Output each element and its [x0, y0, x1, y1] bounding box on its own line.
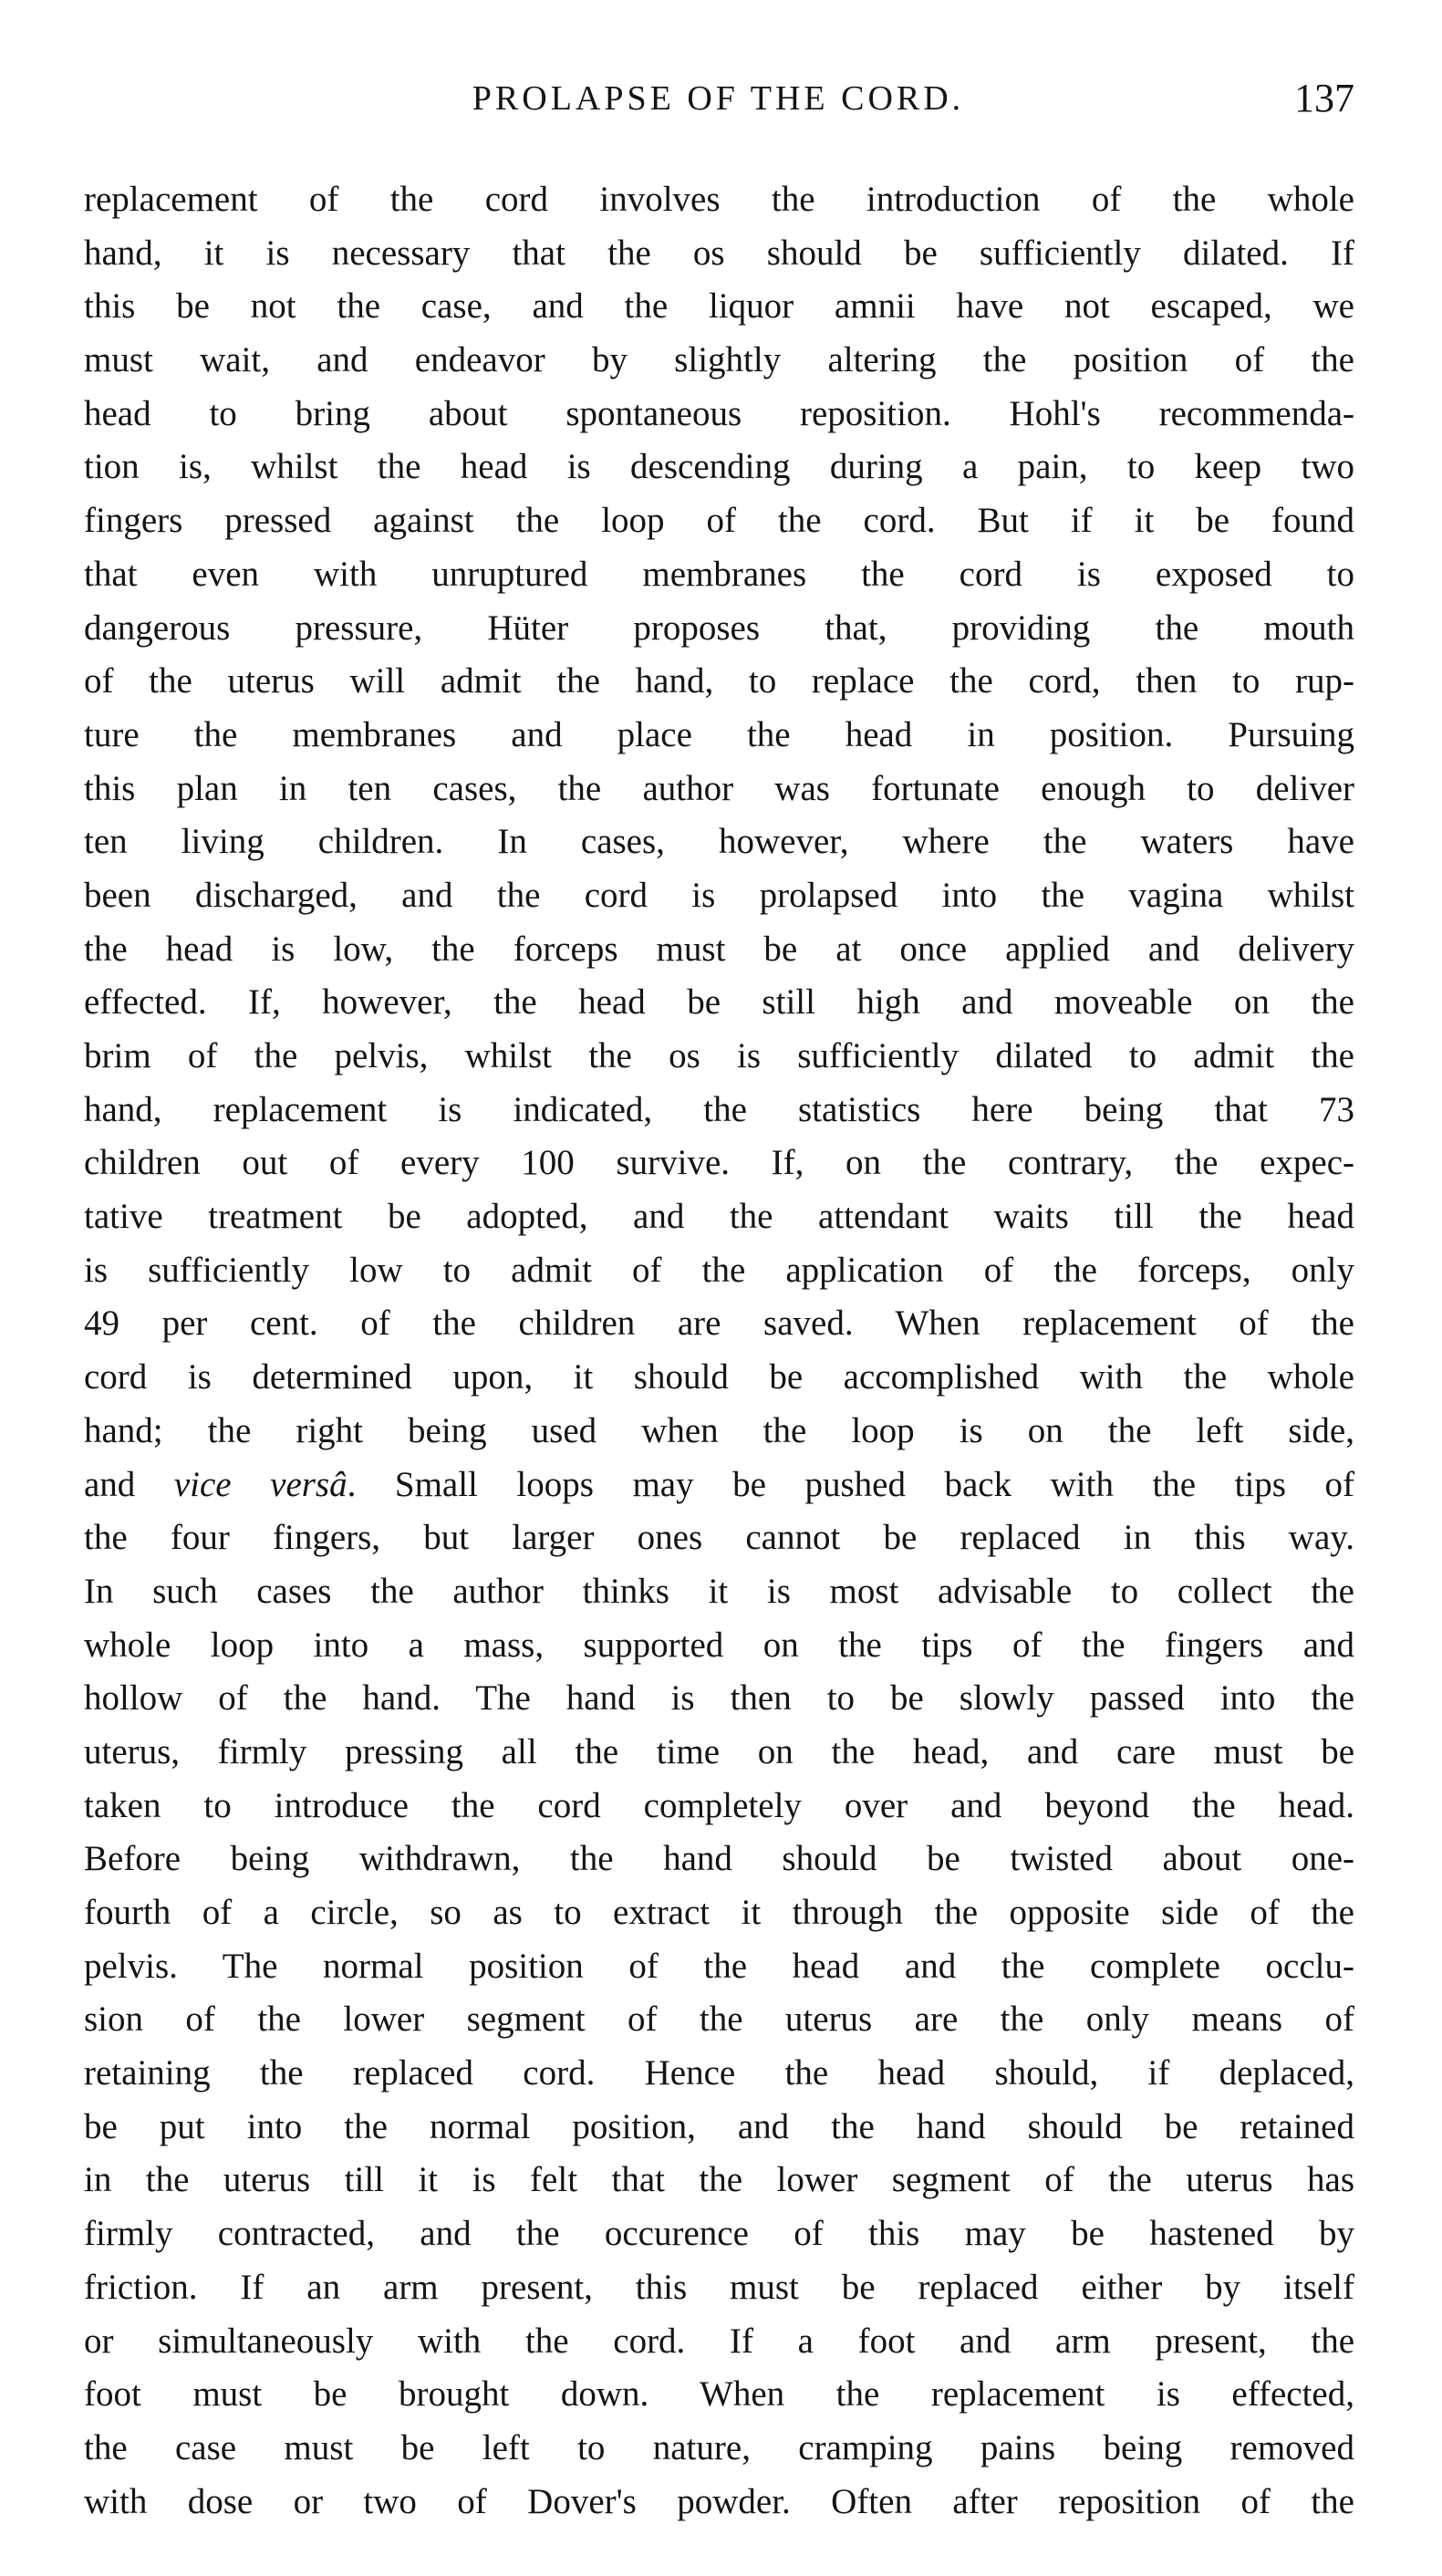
text-line: been discharged, and the cord is prolapsed into the vagina whilst: [84, 875, 1354, 915]
text-line: retaining the replaced cord. Hence the head should, if deplaced,: [84, 2053, 1354, 2093]
text-line: ture the membranes and place the head in position. Pursuing: [84, 714, 1354, 754]
text-line: 49 per cent. of the children are saved. When replacement of the: [84, 1304, 1354, 1344]
text-line: In such cases the author thinks it is most advisable to collect the: [84, 1571, 1354, 1611]
text-line: friction. If an arm present, this must be replaced either by itself: [84, 2267, 1354, 2307]
text-line: or simultaneously with the cord. If a foot and arm present, the: [84, 2321, 1354, 2361]
text-line: fourth of a circle, so as to extract it through the opposite side of the: [84, 1893, 1354, 1932]
text-line: Before being withdrawn, the hand should be twisted about one-: [84, 1839, 1354, 1879]
text-line: dangerous pressure, Hüter proposes that, providing the mouth: [84, 608, 1354, 648]
text-line: cord is determined upon, it should be accomplished with the whole: [84, 1357, 1354, 1397]
text-line: foot must be brought down. When the replacement is effected,: [84, 2374, 1354, 2415]
text-line: this plan in ten cases, the author was fortunate enough to deliver: [84, 768, 1354, 808]
text-line: must wait, and endeavor by slightly altering the position of the: [84, 340, 1354, 380]
page-number: 137: [1294, 76, 1354, 120]
text-line: children out of every 100 survive. If, on the contrary, the expec-: [84, 1143, 1354, 1183]
text-line: whole loop into a mass, supported on the tips of the fingers and: [84, 1625, 1354, 1665]
text-line: in the uterus till it is felt that the lower segment of the uterus has: [84, 2160, 1354, 2200]
text-line: ten living children. In cases, however, where the waters have: [84, 822, 1354, 862]
text-line: head to bring about spontaneous reposition. Hohl's recommenda-: [84, 393, 1354, 433]
italic-phrase: vice versâ: [173, 1464, 348, 1504]
text-line: the head is low, the forceps must be at once applied and delivery: [84, 929, 1354, 969]
text-line: taken to introduce the cord completely over and beyond the head.: [84, 1785, 1354, 1825]
text-line: firmly contracted, and the occurence of this may be hastened by: [84, 2214, 1354, 2254]
text-line: hand; the right being used when the loop is on the left side,: [84, 1410, 1354, 1450]
page-header: [82, 71, 1354, 126]
text-line: hand, it is necessary that the os should be sufficiently dilated. If: [84, 233, 1354, 273]
text-line: sion of the lower segment of the uterus are the only means of: [84, 2000, 1354, 2040]
text-line: effected. If, however, the head be still high and moveable on the: [84, 982, 1354, 1023]
italic-after: . Small loops may be pushed back with the tips of: [347, 1464, 1354, 1504]
italic-before: and: [84, 1464, 174, 1504]
text-line: pelvis. The normal position of the head and the complete occlu-: [84, 1946, 1354, 1986]
text-line: with dose or two of Dover's powder. Often after reposition of the: [84, 2481, 1354, 2521]
text-line: is sufficiently low to admit of the application of the forceps, only: [84, 1250, 1354, 1290]
text-line: tative treatment be adopted, and the attendant waits till the head: [84, 1197, 1354, 1237]
text-line: this be not the case, and the liquor amnii have not escaped, we: [84, 286, 1354, 327]
text-line: brim of the pelvis, whilst the os is sufficiently dilated to admit the: [84, 1036, 1354, 1075]
text-line: tion is, whilst the head is descending during a pain, to keep two: [84, 447, 1354, 487]
text-line-with-italic: [84, 1459, 1354, 1512]
text-line: fingers pressed against the loop of the cord. But if it be found: [84, 501, 1354, 541]
text-line: of the uterus will admit the hand, to replace the cord, then to rup-: [84, 661, 1354, 701]
text-line: the case must be left to nature, cramping pains being removed: [84, 2427, 1354, 2467]
text-line: replacement of the cord involves the introduction of the whole: [84, 180, 1354, 219]
text-line: uterus, firmly pressing all the time on the head, and care must be: [84, 1731, 1354, 1771]
text-line: the four fingers, but larger ones cannot be replaced in this way.: [84, 1518, 1354, 1558]
running-title: PROLAPSE OF THE CORD.: [472, 79, 965, 118]
body-text: [84, 173, 1354, 2529]
text-line: be put into the normal position, and the hand should be retained: [84, 2106, 1354, 2146]
text-line: that even with unruptured membranes the cord is exposed to: [84, 554, 1354, 594]
text-line: hollow of the hand. The hand is then to be slowly passed into the: [84, 1678, 1354, 1719]
text-line: hand, replacement is indicated, the statistics here being that 73: [84, 1089, 1354, 1129]
